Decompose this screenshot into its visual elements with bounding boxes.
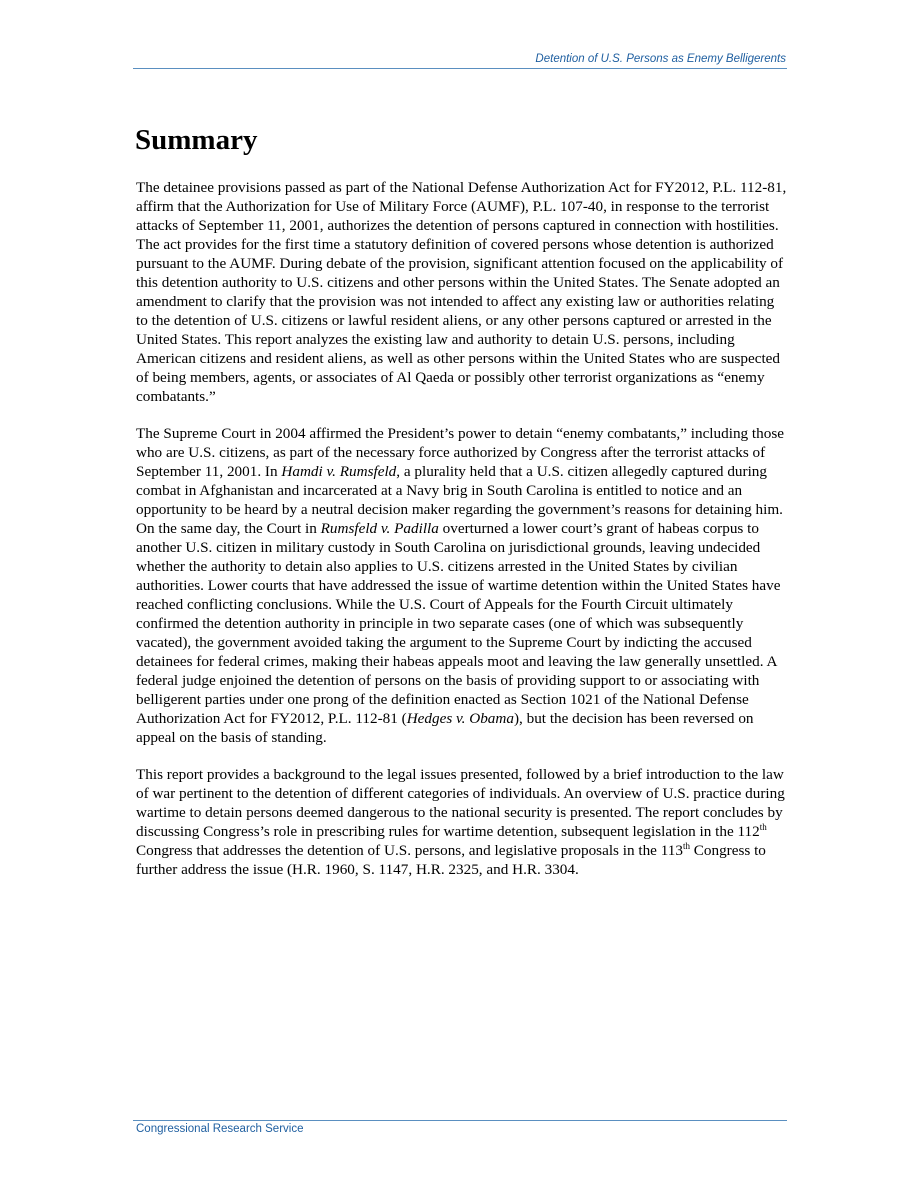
paragraph-3-text: This report provides a background to the legal issues presented, followed by a brief introduction to the law of war pertinent to the detention of different categories of individuals. An overview of U.S. practice during wartime to detain persons deemed dangerous to the national security is presented. The report concludes by discussing Congress’s role in prescribing rules for wartime detention, subsequent legislation in the 112 — [136, 766, 785, 840]
paragraph-1: The detainee provisions passed as part of the National Defense Authorization Act for FY2012, P.L. 112-81, affirm that the Authorization for Use of Military Force (AUMF), P.L. 107-40, in response to the terrorist attacks of September 11, 2001, authorizes the detention of persons captured in connection with hostilities. The act provides for the first time a statutory definition of covered persons whose detention is authorized pursuant to the AUMF. During debate of the provision, significant attention focused on the applicability of this detention authority to U.S. citizens and other persons within the United States. The Senate adopted an amendment to clarify that the provision was not intended to affect any existing law or authorities relating to the detention of U.S. citizens or lawful resident aliens, or any other persons captured or arrested in the United States. This report analyzes the existing law and authority to detain U.S. persons, including American citizens and resident aliens, as well as other persons within the United States who are suspected of being members, agents, or associates of Al Qaeda or possibly other terrorist organizations as “enemy combatants.” — [136, 179, 787, 405]
paragraph-2-text: The Supreme Court in 2004 affirmed the President’s power to detain “enemy combatants,” including those who are U.S. citizens, as part of the necessary force authorized by Congress after the terrorist attacks of September 11, 2001. In — [136, 425, 784, 480]
case-name-hamdi: Hamdi v. Rumsfeld — [281, 463, 397, 480]
paragraph-2 — [136, 424, 788, 747]
paragraph-3-text: Congress that addresses the detention of U.S. persons, and legislative proposals in the 113 — [136, 842, 683, 859]
summary-body — [136, 178, 788, 897]
paragraph-2-text: , a plurality held that a U.S. citizen allegedly captured during combat in Afghanistan and incarcerated at a Navy brig in South Carolina is entitled to notice and an opportunity to be heard by a neutral decision maker regarding the government’s reasons for detaining him. On the same day, the Court in — [136, 463, 783, 537]
paragraph-2-text: overturned a lower court’s grant of habeas corpus to another U.S. citizen in military custody in South Carolina on jurisdictional grounds, leaving undecided whether the authority to detain also applies to U.S. citizens arrested in the United States by civilian authorities. Lower courts that have addressed the issue of wartime detention within the United States have reached conflicting conclusions. While the U.S. Court of Appeals for the Fourth Circuit ultimately confirmed the detention authority in principle in two separate cases (one of which was subsequently vacated), the government avoided taking the argument to the Supreme Court by indicting the accused detainees for federal crimes, making their habeas appeals moot and leaving the law generally unsettled. A federal judge enjoined the detention of persons on the basis of providing support to or associating with belligerent parties under one prong of the definition enacted as Section 1021 of the National Defense Authorization Act for FY2012, P.L. 112-81 ( — [136, 520, 781, 727]
header-divider — [133, 68, 787, 69]
case-name-padilla: Rumsfeld v. Padilla — [320, 520, 439, 537]
paragraph-2-text: ), but the decision has been reversed on appeal on the basis of standing. — [136, 710, 754, 746]
ordinal-suffix: th — [682, 841, 690, 851]
paragraph-3 — [136, 765, 788, 879]
case-name-hedges: Hedges v. Obama — [406, 710, 514, 727]
paragraph-3-text: Congress to further address the issue (H.R. 1960, S. 1147, H.R. 2325, and H.R. 3304. — [136, 842, 766, 878]
section-title: Summary — [135, 124, 258, 156]
ordinal-suffix: th — [759, 822, 767, 832]
footer-divider — [133, 1120, 787, 1121]
running-footer: Congressional Research Service — [136, 1123, 304, 1135]
running-header: Detention of U.S. Persons as Enemy Belligerents — [535, 53, 786, 65]
